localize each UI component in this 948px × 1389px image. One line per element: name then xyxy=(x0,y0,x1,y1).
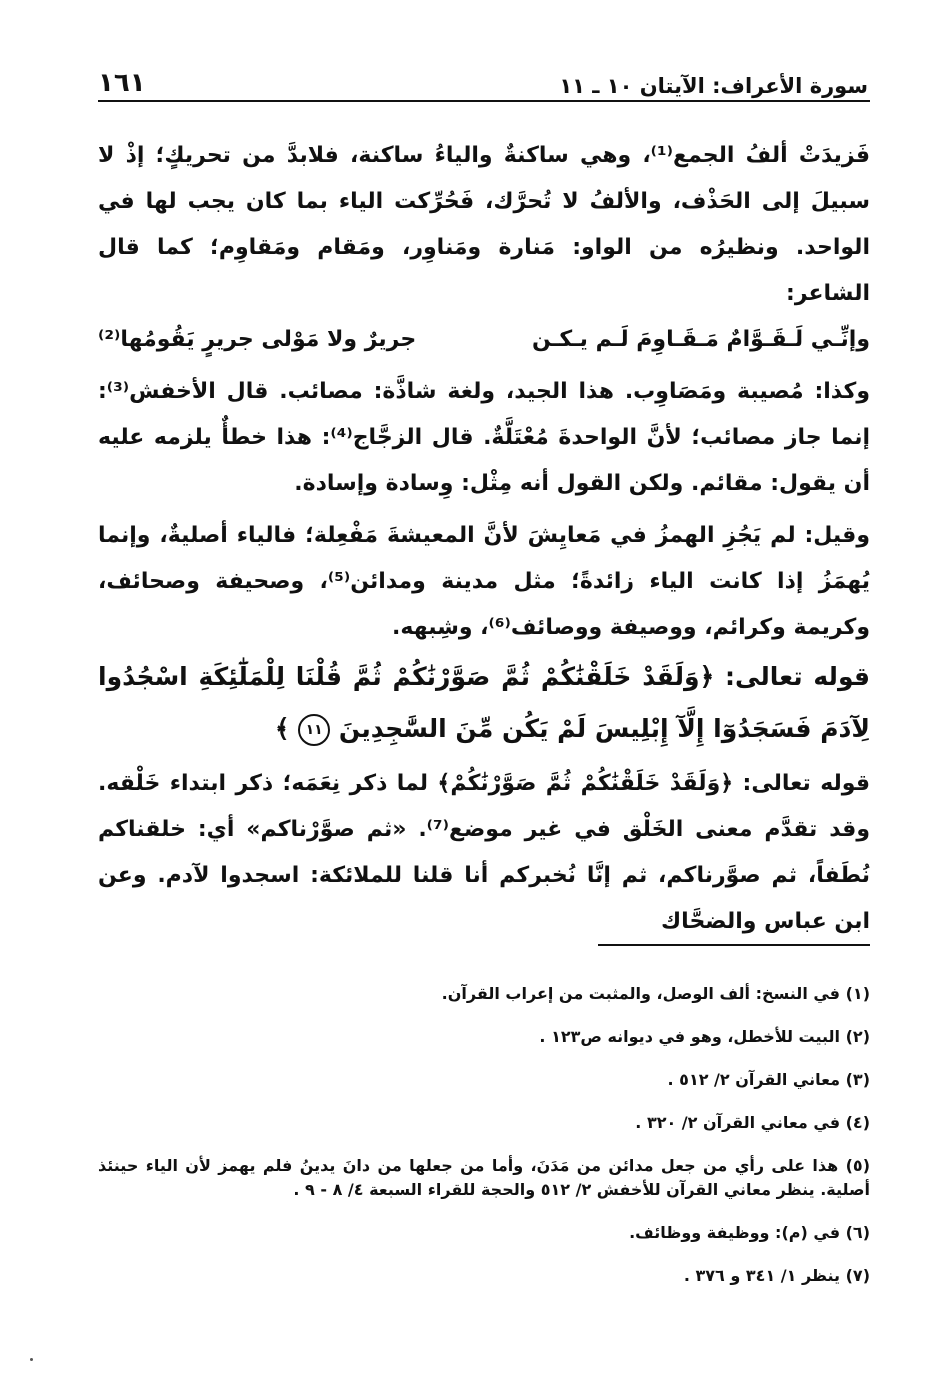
running-header xyxy=(98,62,868,98)
surah-title: سورة الأعراف: الآيتان ١٠ ـ ١١ xyxy=(559,74,868,98)
footnote-1: (١) في النسخ: ألف الوصل، والمثبت من إعراب القرآن. xyxy=(441,984,870,1003)
footnotes xyxy=(98,982,870,1307)
main-text xyxy=(98,133,870,945)
page-number: ١٦١ xyxy=(98,68,146,98)
footnote-5: (٥) هذا على رأي من جعل مدائن من مَدَنَ، وأما من جعلها من دانَ يدينُ فلم يهمز لأن الياء حينئذ أصلية. ينظر معاني القرآن للأخفش ٢/ ٥١٢ والحجة للقراء السبعة ٤/ ٨ - ٩ . xyxy=(98,1156,870,1199)
paragraph-1: فَزيدَتْ ألفُ الجمع⁽¹⁾، وهي ساكنةٌ والياءُ ساكنة، فلابدَّ من تحريكٍ؛ إذْ لا سبيلَ إلى الحَذْف، والألفُ لا تُحرَّك، فَحُرِّكت الياء بما كان يجب لها في الواحد. ونظيرُه من الواو: مَنارة ومَناوِر، ومَقام ومَقاوِم؛ كما قال الشاعر: xyxy=(98,143,870,306)
poetry-verse xyxy=(98,317,870,363)
footnote-3: (٣) معاني القرآن ٢/ ٥١٢ . xyxy=(667,1070,870,1089)
footnote-divider xyxy=(598,944,870,946)
paragraph-4: قوله تعالى: ﴿وَلَقَدْ خَلَقْنَٰكُمْ ثُمَّ صَوَّرْنَٰكُمْ﴾ لما ذكر نِعَمَه؛ ذكر ابتداء خَلْقه. وقد تقدَّم معنى الخَلْق في غير موضع⁽⁷⁾. «ثم صوَّرْناكم» أي: خلقناكم نُطَفاً، ثم صوَّرناكم، ثم إنَّا نُخبركم أنا قلنا للملائكة: اسجدوا لآدم. وعن ابن عباس والضحَّاك xyxy=(98,771,871,934)
verse-first-hemistich: وإنِّـي لَـقَـوَّامٌ مَـقَـاوِمَ لَـم يـكـن xyxy=(532,327,870,352)
header-divider xyxy=(98,100,870,102)
quran-verse-text: ﴿وَلَقَدْ خَلَقْنَٰكُمْ ثُمَّ صَوَّرْنَٰكُمْ ثُمَّ قُلْنَا لِلْمَلَٰٓئِكَةِ اسْجُدُوا لِآدَمَ فَسَجَدُوٓا إِلَّآ إِبْلِيسَ لَمْ يَكُن مِّنَ السَّٰجِدِينَ xyxy=(98,662,870,743)
paragraph-2: وكذا: مُصيبة ومَصَاوِب. هذا الجيد، ولغة شاذَّة: مصائب. قال الأخفش⁽³⁾: إنما جاز مصائب؛ لأنَّ الواحدةَ مُعْتَلَّةٌ. قال الزجَّاج⁽⁴⁾: هذا خطأٌ يلزمه عليه أن يقول: مقائم. ولكن القول أنه مِثْل: وِسادة وإسادة. xyxy=(98,379,870,496)
footnote-6: (٦) في (م): ووظيفة ووظائف. xyxy=(629,1223,870,1242)
footnote-2: (٢) البيت للأخطل، وهو في ديوانه ص١٢٣ . xyxy=(539,1027,870,1046)
quran-verse-block xyxy=(98,651,870,755)
verse-second-hemistich: جريرٌ ولا مَوْلى جريرٍ يَقُومُها⁽²⁾ xyxy=(98,327,417,352)
footnote-4: (٤) في معاني القرآن ٢/ ٣٢٠ . xyxy=(635,1113,870,1132)
ayah-number-icon: ١١ xyxy=(298,714,330,746)
paragraph-3: وقيل: لم يَجُزِ الهمزُ في مَعايِشَ لأنَّ المعيشةَ مَفْعِلة؛ فالياء أصليةٌ، وإنما يُهمَزُ إذا كانت الياء زائدةً؛ مثل مدينة ومدائن⁽⁵⁾، وصحيفة وصحائف، وكريمة وكرائم، ووصيفة ووصائف⁽⁶⁾، وشِبهه. xyxy=(98,523,871,640)
quran-close-bracket: ﴾ xyxy=(274,714,290,743)
quran-lead-label: قوله تعالى: xyxy=(725,662,870,691)
footnote-7: (٧) ينظر ١/ ٣٤١ و ٣٧٦ . xyxy=(683,1266,870,1285)
scan-speck xyxy=(30,1358,33,1361)
